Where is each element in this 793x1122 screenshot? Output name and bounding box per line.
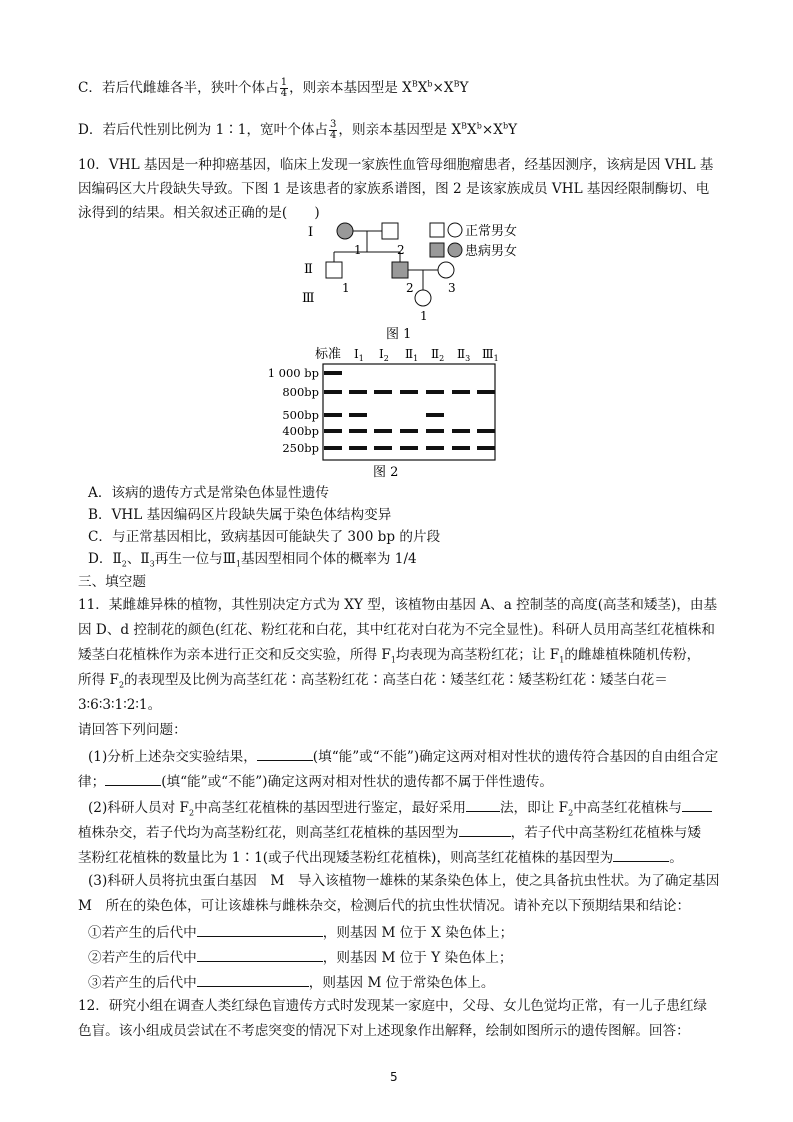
gel-band: [324, 390, 342, 394]
gel-band: [426, 429, 444, 433]
pedigree-figure: [290, 218, 570, 348]
gel-lane-label: $Ⅱ_2$: [431, 347, 445, 363]
q11-line-4: 所得 $F_2$的表现型及比例为高茎红花∶高茎粉红花∶高茎白花∶矮茎红花∶矮茎粉红花∶矮茎白花＝: [78, 672, 668, 690]
figure-1-caption: 图 1: [386, 327, 412, 342]
q11-line-2: 因 D、d 控制花的颜色(红花、粉红花和白花，其中红花对白花为不完全显性)。科研人员用高茎红花植株和: [78, 622, 715, 638]
gel-band: [374, 446, 392, 450]
gel-band: [324, 429, 342, 433]
label-II2: 2: [406, 281, 414, 295]
gel-marker-label: 250bp: [282, 441, 319, 455]
legend-normal-male: [430, 223, 444, 237]
gel-band: [324, 446, 342, 450]
gel-band: [400, 446, 418, 450]
gel-band: [400, 390, 418, 394]
blank-8[interactable]: [197, 947, 323, 962]
gel-marker-label: 800bp: [282, 385, 319, 399]
blank-5[interactable]: [459, 822, 511, 837]
gel-band: [426, 413, 444, 417]
q11-sub3-line1: (3)科研人员将抗虫蛋白基因 M 导入该植物一雄株的某条染色体上，使之具备抗虫性状。为了确定基因: [88, 873, 720, 889]
gel-band: [477, 429, 495, 433]
q10-line-3: 泳得到的结果。相关叙述正确的是( ): [78, 205, 320, 221]
gel-marker-label: 500bp: [282, 408, 319, 422]
gel-band: [349, 390, 367, 394]
gel-band: [349, 413, 367, 417]
gel-lane-label: $Ⅰ_2$: [379, 347, 389, 363]
legend-normal-label: 正常男女: [465, 224, 518, 239]
q12-line-2: 色盲。该小组成员尝试在不考虑突变的情况下对上述现象作出解释，绘制如图所示的遗传图解。回答：: [78, 1023, 690, 1039]
electrophoresis-figure: [265, 342, 505, 482]
fraction: $\frac{1}{4}$: [280, 77, 288, 99]
page-number: 5: [390, 1070, 398, 1084]
gel-lane-label: $Ⅱ_1$: [405, 347, 419, 363]
q9-d-text: D．若后代性别比例为 1∶1，宽叶个体占: [78, 122, 329, 138]
gel-header-standard: 标准: [315, 347, 342, 362]
gel-band: [477, 446, 495, 450]
blank-4[interactable]: [682, 797, 712, 812]
q11-line-3: 矮茎白花植株作为亲本进行正交和反交实验，所得 $F_1$均表现为高茎粉红花；让 $F_1$的雌雄植株随机传粉，: [78, 647, 701, 665]
q9-c-text-post: ，则亲本基因型是 X: [289, 80, 412, 96]
gel-band: [374, 390, 392, 394]
label-II1: 1: [342, 281, 350, 295]
legend-affected-male: [430, 243, 444, 257]
gel-lane-label: $Ⅰ_1$: [354, 347, 364, 363]
q10-option-b: B．VHL 基因编码区片段缺失属于染色体结构变异: [88, 507, 392, 523]
q10-option-d: D．$Ⅱ_2$、$Ⅱ_3$再生一位与$Ⅲ_1$基因型相同个体的概率为 1/4: [88, 551, 417, 569]
gel-marker-label: 1 000 bp: [267, 366, 319, 380]
q10-option-c: C．与正常基因相比，致病基因可能缺失了 300 bp 的片段: [88, 529, 441, 545]
legend-affected-label: 患病男女: [465, 244, 518, 259]
gel-band: [349, 429, 367, 433]
q12-line-1: 12．研究小组在调查人类红绿色盲遗传方式时发现某一家庭中，父母、女儿色觉均正常，有一儿子患红绿: [78, 998, 708, 1014]
q11-ratio: 3∶6∶3∶1∶2∶1。: [78, 697, 162, 713]
gen-label-3: Ⅲ: [302, 291, 315, 306]
gel-band: [452, 390, 470, 394]
section-heading: 三、填空题: [78, 574, 146, 590]
q9-option-c: C．若后代雌雄各半，狭叶个体占 $\frac{1}{4}$ ，则亲本基因型是 $X^BX^b\times X^BY$: [78, 77, 469, 99]
q11-sub2-line3: 茎粉红花植株的数量比为 1∶1(或子代出现矮茎粉红花植株)，则高茎红花植株的基因型为 。: [78, 847, 683, 868]
blank-6[interactable]: [613, 847, 669, 862]
gel-band: [400, 429, 418, 433]
pedigree-female-affected-I1: [337, 223, 353, 239]
q9-d-text-post: ，则亲本基因型是 X: [338, 122, 462, 138]
q11-result-3: ③若产生的后代中 ，则基因 M 位于常染色体上。: [88, 972, 494, 993]
gel-marker-label: 400bp: [282, 424, 319, 438]
q11-sub1-line1: (1)分析上述杂交实验结果， (填“能”或“不能”)确定这两对相对性状的遗传符合基因的自由组合定: [88, 746, 718, 767]
q10-option-a: A．该病的遗传方式是常染色体显性遗传: [88, 485, 329, 501]
gel-band: [349, 446, 367, 450]
gel-box: [323, 364, 495, 460]
gen-label-2: Ⅱ: [304, 262, 313, 277]
q10-line-2: 因编码区大片段缺失导致。下图 1 是该患者的家族系谱图，图 2 是该家族成员 VHL 基因经限制酶切、电: [78, 181, 710, 197]
gel-band: [324, 371, 342, 375]
blank-7[interactable]: [197, 922, 323, 937]
gel-lane-label: $Ⅱ_3$: [457, 347, 471, 363]
gel-band: [324, 413, 342, 417]
blank-2[interactable]: [105, 771, 161, 786]
gen-label-1: Ⅰ: [308, 225, 314, 240]
legend-affected-female: [448, 243, 462, 257]
q11-result-1: ①若产生的后代中 ，则基因 M 位于 X 染色体上；: [88, 922, 513, 943]
q11-sub3-line2: M 所在的染色体，可让该雄株与雌株杂交，检测后代的抗虫性状情况。请补充以下预期结果和结论：: [78, 898, 691, 914]
gel-band: [477, 390, 495, 394]
label-I1: 1: [354, 243, 362, 257]
q10-line-1: 10．VHL 基因是一种抑癌基因，临床上发现一家族性血管母细胞瘤患者，经基因测序，该病是因 VHL 基: [78, 157, 714, 173]
pedigree-male-normal-II1: [326, 262, 342, 278]
fraction: $\frac{3}{4}$: [330, 119, 337, 141]
blank-1[interactable]: [257, 746, 313, 761]
q11-result-2: ②若产生的后代中 ，则基因 M 位于 Y 染色体上；: [88, 947, 512, 968]
q11-prompt: 请回答下列问题：: [78, 722, 187, 738]
gel-band: [452, 446, 470, 450]
figure-2-caption: 图 2: [373, 465, 399, 480]
q9-c-text: C．若后代雌雄各半，狭叶个体占: [78, 80, 279, 96]
blank-3[interactable]: [466, 797, 500, 812]
pedigree-male-affected-II2: [392, 262, 408, 278]
gel-band: [374, 429, 392, 433]
gel-lane-label: $Ⅲ_1$: [482, 347, 499, 363]
pedigree-female-normal-III1: [415, 290, 431, 306]
q11-sub2-line2: 植株杂交，若子代均为高茎粉红花，则高茎红花植株的基因型为 ，若子代中高茎粉红花植株与矮: [78, 822, 701, 843]
q11-sub1-line2: 律； (填“能”或“不能”)确定这两对相对性状的遗传都不属于伴性遗传。: [78, 771, 553, 792]
gel-band: [426, 390, 444, 394]
q9-option-d: D．若后代性别比例为 1∶1，宽叶个体占 $\frac{3}{4}$ ，则亲本基因型是 $X^BX^b\times X^bY$: [78, 119, 518, 141]
label-II3: 3: [448, 281, 456, 295]
q11-line-1: 11．某雌雄异株的植物，其性别决定方式为 XY 型，该植物由基因 A、a 控制茎的高度(高茎和矮茎)，由基: [78, 597, 718, 613]
blank-9[interactable]: [197, 972, 309, 987]
label-III1: 1: [420, 309, 428, 323]
gel-band: [452, 429, 470, 433]
label-I2: 2: [397, 243, 405, 257]
pedigree-female-normal-II3: [438, 262, 454, 278]
gel-band: [426, 446, 444, 450]
q11-sub2-line1: (2)科研人员对 $F_2$中高茎红花植株的基因型进行鉴定，最好采用 法，即让 $F_2$中高茎红花植株与: [88, 797, 712, 818]
legend-normal-female: [448, 223, 462, 237]
pedigree-male-normal-I2: [382, 223, 398, 239]
